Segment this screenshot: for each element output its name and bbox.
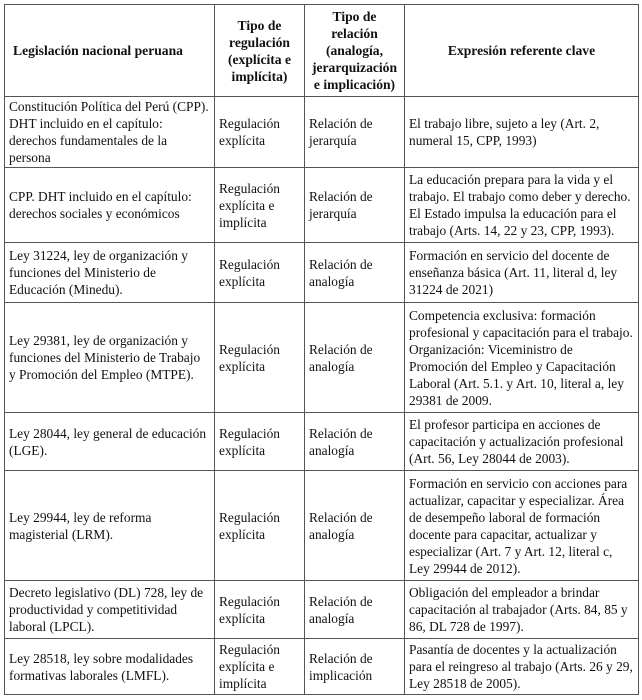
cell-legislacion: Decreto legislativo (DL) 728, ley de productividad y competitividad laboral (LPCL). <box>5 581 215 639</box>
cell-regulacion: Regulación explícita <box>215 97 305 168</box>
cell-relacion: Relación de analogía <box>305 581 405 639</box>
legislation-table <box>4 4 639 695</box>
cell-relacion: Relación de jerarquía <box>305 97 405 168</box>
cell-regulacion: Regulación explícita e implícita <box>215 639 305 695</box>
cell-legislacion: Ley 28518, ley sobre modalidades formativas laborales (LMFL). <box>5 639 215 695</box>
table-row <box>5 639 639 695</box>
cell-legislacion: CPP. DHT incluido en el capítulo: derechos sociales y económicos <box>5 168 215 243</box>
cell-legislacion: Ley 29944, ley de reforma magisterial (LRM). <box>5 471 215 581</box>
table-row <box>5 243 639 303</box>
cell-regulacion: Regulación explícita <box>215 303 305 413</box>
cell-legislacion: Constitución Política del Perú (CPP). DHT incluido en el capítulo: derechos fundamentales de la persona <box>5 97 215 168</box>
cell-regulacion: Regulación explícita <box>215 243 305 303</box>
cell-expresion: Competencia exclusiva: formación profesional y capacitación para el trabajo. Organización: Viceministro de Promoción del Empleo y Capacitación Laboral (Art. 5.1. y Art. 10, literal a, ley 29381 de 2009. <box>405 303 639 413</box>
cell-expresion: Pasantía de docentes y la actualización para el reingreso al trabajo (Arts. 26 y 29, Ley 28518 de 2005). <box>405 639 639 695</box>
header-legislacion: Legislación nacional peruana <box>5 5 215 97</box>
table-row <box>5 581 639 639</box>
cell-regulacion: Regulación explícita <box>215 471 305 581</box>
cell-relacion: Relación de analogía <box>305 303 405 413</box>
header-tipo-regulacion: Tipo de regulación (explícita e implícita) <box>215 5 305 97</box>
table-header-row <box>5 5 639 97</box>
table-row <box>5 168 639 243</box>
header-expresion: Expresión referente clave <box>405 5 639 97</box>
table-row <box>5 471 639 581</box>
cell-expresion: La educación prepara para la vida y el trabajo. El trabajo como deber y derecho. El Estado impulsa la educación para el trabajo (Arts. 14, 22 y 23, CPP, 1993). <box>405 168 639 243</box>
header-tipo-relacion: Tipo de relación (analogía, jerarquización e implicación) <box>305 5 405 97</box>
cell-expresion: Formación en servicio con acciones para actualizar, capacitar y especializar. Área de desempeño laboral de formación docente para capacitar, actualizar y especializar (Art. 7 y Art. 12, literal c, Ley 29944 de 2012). <box>405 471 639 581</box>
cell-legislacion: Ley 28044, ley general de educación (LGE). <box>5 413 215 471</box>
table-row <box>5 303 639 413</box>
cell-expresion: Formación en servicio del docente de enseñanza básica (Art. 11, literal d, ley 31224 de 2021) <box>405 243 639 303</box>
cell-relacion: Relación de analogía <box>305 471 405 581</box>
cell-relacion: Relación de implicación <box>305 639 405 695</box>
cell-legislacion: Ley 31224, ley de organización y funciones del Ministerio de Educación (Minedu). <box>5 243 215 303</box>
table-row <box>5 97 639 168</box>
cell-legislacion: Ley 29381, ley de organización y funciones del Ministerio de Trabajo y Promoción del Empleo (MTPE). <box>5 303 215 413</box>
cell-regulacion: Regulación explícita e implícita <box>215 168 305 243</box>
cell-regulacion: Regulación explícita <box>215 413 305 471</box>
table-row <box>5 413 639 471</box>
cell-relacion: Relación de analogía <box>305 243 405 303</box>
cell-expresion: El trabajo libre, sujeto a ley (Art. 2, numeral 15, CPP, 1993) <box>405 97 639 168</box>
cell-relacion: Relación de analogía <box>305 413 405 471</box>
cell-expresion: Obligación del empleador a brindar capacitación al trabajador (Arts. 84, 85 y 86, DL 728 de 1997). <box>405 581 639 639</box>
cell-expresion: El profesor participa en acciones de capacitación y actualización profesional (Art. 56, Ley 28044 de 2003). <box>405 413 639 471</box>
cell-regulacion: Regulación explícita <box>215 581 305 639</box>
cell-relacion: Relación de jerarquía <box>305 168 405 243</box>
